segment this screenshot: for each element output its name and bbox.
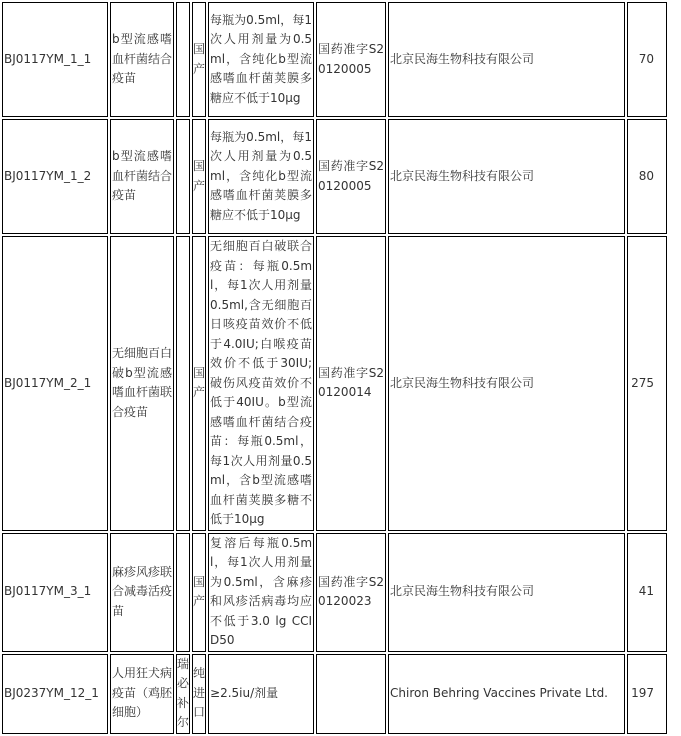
price-cell: 70 bbox=[627, 2, 667, 117]
manufacturer-cell: 北京民海生物科技有限公司 bbox=[388, 533, 625, 652]
product-code-cell: BJ0117YM_1_2 bbox=[2, 119, 108, 234]
product-code-cell: BJ0117YM_3_1 bbox=[2, 533, 108, 652]
product-code-cell: BJ0117YM_2_1 bbox=[2, 236, 108, 531]
table-row bbox=[2, 2, 667, 117]
product-name-cell: b型流感嗜血杆菌结合疫苗 bbox=[110, 119, 174, 234]
product-code-cell: BJ0117YM_1_1 bbox=[2, 2, 108, 117]
price-cell: 197 bbox=[627, 654, 667, 734]
manufacturer-cell: Chiron Behring Vaccines Private Ltd. bbox=[388, 654, 625, 734]
product-name-cell: b型流感嗜血杆菌结合疫苗 bbox=[110, 2, 174, 117]
price-cell: 275 bbox=[627, 236, 667, 531]
table-row bbox=[2, 654, 667, 734]
table-row bbox=[2, 119, 667, 234]
brand-name-cell bbox=[176, 236, 190, 531]
specification-cell: ≥2.5iu/剂量 bbox=[208, 654, 314, 734]
manufacturer-cell: 北京民海生物科技有限公司 bbox=[388, 2, 625, 117]
price-cell: 80 bbox=[627, 119, 667, 234]
origin-cell: 国产 bbox=[192, 236, 206, 531]
brand-name-cell bbox=[176, 2, 190, 117]
origin-cell: 国产 bbox=[192, 533, 206, 652]
approval-number-cell: 国药准字S20120014 bbox=[316, 236, 386, 531]
approval-number-cell: 国药准字S20120023 bbox=[316, 533, 386, 652]
specification-cell: 每瓶为0.5ml，每1次人用剂量为0.5ml，含纯化b型流感嗜血杆菌荚膜多糖应不低于10μg bbox=[208, 119, 314, 234]
product-code-cell: BJ0237YM_12_1 bbox=[2, 654, 108, 734]
brand-name-cell bbox=[176, 119, 190, 234]
approval-number-cell: 国药准字S20120005 bbox=[316, 119, 386, 234]
product-name-cell: 麻疹风疹联合减毒活疫苗 bbox=[110, 533, 174, 652]
manufacturer-cell: 北京民海生物科技有限公司 bbox=[388, 236, 625, 531]
table-row bbox=[2, 533, 667, 652]
price-cell: 41 bbox=[627, 533, 667, 652]
specification-cell: 复溶后每瓶0.5ml，每1次人用剂量为0.5ml，含麻疹和风疹活病毒均应不低于3.0 lg CCID50 bbox=[208, 533, 314, 652]
specification-cell: 无细胞百白破联合疫苗：每瓶0.5ml，每1次人用剂量0.5ml,含无细胞百日咳疫苗效价不低于4.0IU;白喉疫苗效价不低于30IU;破伤风疫苗效价不低于40IU。b型流感嗜血杆菌结合疫苗：每瓶0.5ml，每1次人用剂量0.5ml，含b型流感嗜血杆菌荚膜多糖不低于10μg bbox=[208, 236, 314, 531]
approval-number-cell: 国药准字S20120005 bbox=[316, 2, 386, 117]
product-name-cell: 无细胞百白破b型流感嗜血杆菌联合疫苗 bbox=[110, 236, 174, 531]
manufacturer-cell: 北京民海生物科技有限公司 bbox=[388, 119, 625, 234]
brand-name-cell bbox=[176, 533, 190, 652]
brand-name-cell: 瑞必补尔 bbox=[176, 654, 190, 734]
origin-cell: 纯进口 bbox=[192, 654, 206, 734]
specification-cell: 每瓶为0.5ml，每1次人用剂量为0.5ml，含纯化b型流感嗜血杆菌荚膜多糖应不低于10μg bbox=[208, 2, 314, 117]
product-name-cell: 人用狂犬病疫苗（鸡胚细胞） bbox=[110, 654, 174, 734]
origin-cell: 国产 bbox=[192, 2, 206, 117]
table-row bbox=[2, 236, 667, 531]
origin-cell: 国产 bbox=[192, 119, 206, 234]
approval-number-cell bbox=[316, 654, 386, 734]
